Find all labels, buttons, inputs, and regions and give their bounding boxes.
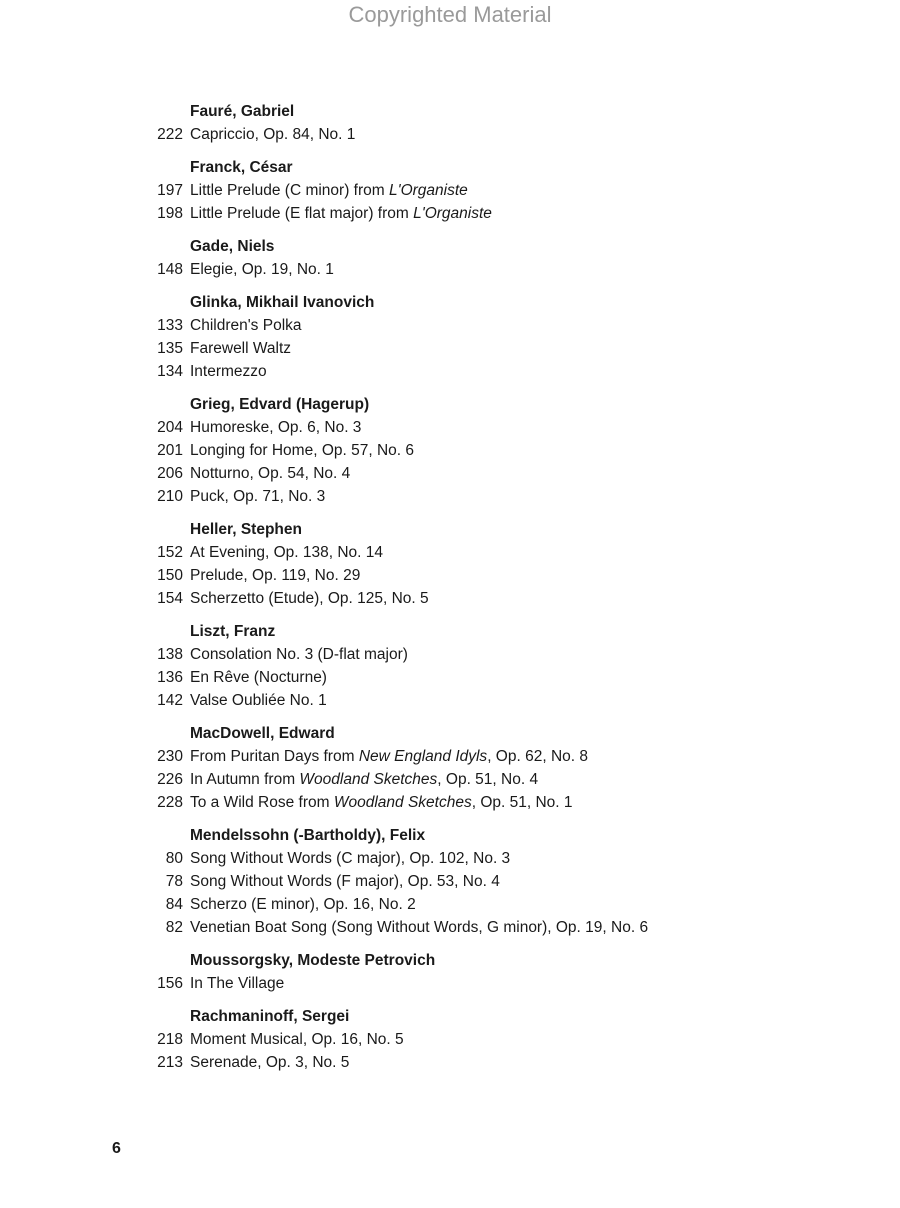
work-title-segment: Humoreske, Op. 6, No. 3 xyxy=(190,419,362,436)
work-title-segment: Farewell Waltz xyxy=(190,340,292,357)
work-page-number: 154 xyxy=(157,590,183,607)
work-page-number: 228 xyxy=(157,794,183,811)
work-title xyxy=(183,179,468,202)
work-title-segment: Longing for Home, Op. 57, No. 6 xyxy=(190,442,415,459)
work-entry xyxy=(0,893,900,916)
work-title-segment: Song Without Words (C major), Op. 102, No. 3 xyxy=(190,850,511,867)
work-page-number: 197 xyxy=(157,182,183,199)
work-title-segment: Capriccio, Op. 84, No. 1 xyxy=(190,126,356,143)
work-entry xyxy=(0,666,900,689)
work-title-segment: , Op. 62, No. 8 xyxy=(487,748,588,765)
work-title xyxy=(183,847,510,870)
work-entry xyxy=(0,439,900,462)
work-entry xyxy=(0,360,900,383)
composer-block xyxy=(0,291,900,383)
work-title-segment: Intermezzo xyxy=(190,363,267,380)
work-entry xyxy=(0,179,900,202)
work-title-segment: En Rêve (Nocturne) xyxy=(190,669,327,686)
work-title xyxy=(183,314,302,337)
work-title-segment: Little Prelude (E flat major) from xyxy=(190,205,414,222)
work-page-number: 226 xyxy=(157,771,183,788)
work-entry xyxy=(0,314,900,337)
work-title-segment: Consolation No. 3 (D-flat major) xyxy=(190,646,408,663)
work-title-segment: Moment Musical, Op. 16, No. 5 xyxy=(190,1031,404,1048)
work-entry xyxy=(0,541,900,564)
work-title xyxy=(183,972,284,995)
work-entry xyxy=(0,123,900,146)
work-entry xyxy=(0,847,900,870)
work-title xyxy=(183,485,325,508)
work-title-italic-segment: L'Organiste xyxy=(388,182,468,199)
work-title-segment: Serenade, Op. 3, No. 5 xyxy=(190,1054,350,1071)
work-title xyxy=(183,689,327,712)
work-page-number: 218 xyxy=(157,1031,183,1048)
work-page-number: 84 xyxy=(165,896,183,913)
work-title xyxy=(183,893,416,916)
work-entry xyxy=(0,564,900,587)
work-title-segment: Notturno, Op. 54, No. 4 xyxy=(190,465,351,482)
work-page-number: 201 xyxy=(157,442,183,459)
work-title xyxy=(183,768,538,791)
work-page-number: 134 xyxy=(157,363,183,380)
page-number: 6 xyxy=(112,1140,121,1157)
work-page-number: 148 xyxy=(157,261,183,278)
work-title xyxy=(183,416,361,439)
work-title-segment: Children's Polka xyxy=(190,317,302,334)
work-title xyxy=(183,123,355,146)
work-entry xyxy=(0,258,900,281)
composer-name: Franck, César xyxy=(190,159,293,176)
work-page-number: 210 xyxy=(157,488,183,505)
work-page-number: 80 xyxy=(165,850,183,867)
work-title-segment: Little Prelude (C minor) from xyxy=(190,182,389,199)
work-entry xyxy=(0,587,900,610)
work-page-number: 230 xyxy=(157,748,183,765)
work-page-number: 204 xyxy=(157,419,183,436)
work-title xyxy=(183,258,334,281)
composer-name: Fauré, Gabriel xyxy=(190,103,295,120)
work-title xyxy=(183,337,291,360)
work-title xyxy=(183,541,383,564)
work-entry xyxy=(0,870,900,893)
work-title-segment: Scherzetto (Etude), Op. 125, No. 5 xyxy=(190,590,429,607)
work-page-number: 156 xyxy=(157,975,183,992)
work-entry xyxy=(0,416,900,439)
composer-block xyxy=(0,824,900,939)
work-title-italic-segment: Woodland Sketches xyxy=(299,771,438,788)
work-title-segment: , Op. 51, No. 4 xyxy=(437,771,539,788)
work-page-number: 138 xyxy=(157,646,183,663)
composer-block xyxy=(0,235,900,281)
work-page-number: 133 xyxy=(157,317,183,334)
composer-block xyxy=(0,156,900,225)
work-title xyxy=(183,643,408,666)
work-title-segment: From Puritan Days from xyxy=(190,748,359,765)
work-page-number: 150 xyxy=(157,567,183,584)
work-page-number: 135 xyxy=(157,340,183,357)
work-title xyxy=(183,462,350,485)
composer-name: Mendelssohn (-Bartholdy), Felix xyxy=(190,827,426,844)
work-page-number: 198 xyxy=(157,205,183,222)
work-title xyxy=(183,745,588,768)
composer-name: Moussorgsky, Modeste Petrovich xyxy=(190,952,436,969)
work-title xyxy=(183,791,573,814)
work-title xyxy=(183,360,267,383)
composer-index xyxy=(0,100,900,1084)
work-title-segment: Scherzo (E minor), Op. 16, No. 2 xyxy=(190,896,416,913)
composer-block xyxy=(0,1005,900,1074)
composer-name: Gade, Niels xyxy=(190,238,275,255)
composer-block xyxy=(0,100,900,146)
work-entry xyxy=(0,643,900,666)
composer-block xyxy=(0,722,900,814)
work-title-italic-segment: L'Organiste xyxy=(413,205,492,222)
composer-block xyxy=(0,620,900,712)
work-entry xyxy=(0,1051,900,1074)
work-title xyxy=(183,587,429,610)
work-entry xyxy=(0,202,900,225)
composer-name: Liszt, Franz xyxy=(190,623,276,640)
work-title xyxy=(183,916,648,939)
work-entry xyxy=(0,972,900,995)
work-title xyxy=(183,439,414,462)
work-title-segment: Venetian Boat Song (Song Without Words, G minor), Op. 19, No. 6 xyxy=(190,919,649,936)
work-title-segment: Elegie, Op. 19, No. 1 xyxy=(190,261,334,278)
composer-block xyxy=(0,949,900,995)
composer-name: Glinka, Mikhail Ivanovich xyxy=(190,294,375,311)
work-title-italic-segment: Woodland Sketches xyxy=(333,794,472,811)
work-page-number: 82 xyxy=(165,919,183,936)
work-title-segment: In The Village xyxy=(190,975,285,992)
work-page-number: 206 xyxy=(157,465,183,482)
work-page-number: 152 xyxy=(157,544,183,561)
composer-block xyxy=(0,518,900,610)
work-title-segment: At Evening, Op. 138, No. 14 xyxy=(190,544,384,561)
copyright-watermark: Copyrighted Material xyxy=(348,2,552,27)
work-title-segment: Song Without Words (F major), Op. 53, No. 4 xyxy=(190,873,500,890)
work-title-segment: Puck, Op. 71, No. 3 xyxy=(190,488,326,505)
work-title-segment: In Autumn from xyxy=(190,771,300,788)
work-title-italic-segment: New England Idyls xyxy=(358,748,488,765)
composer-block xyxy=(0,393,900,508)
work-title xyxy=(183,666,327,689)
work-page-number: 78 xyxy=(165,873,183,890)
work-title-segment: To a Wild Rose from xyxy=(190,794,334,811)
work-page-number: 136 xyxy=(157,669,183,686)
work-title xyxy=(183,1051,349,1074)
work-entry xyxy=(0,791,900,814)
work-entry xyxy=(0,768,900,791)
work-entry xyxy=(0,462,900,485)
composer-name: MacDowell, Edward xyxy=(190,725,335,742)
work-entry xyxy=(0,689,900,712)
work-entry xyxy=(0,1028,900,1051)
work-entry xyxy=(0,916,900,939)
work-title xyxy=(183,870,500,893)
work-title-segment: Valse Oubliée No. 1 xyxy=(190,692,327,709)
work-title-segment: Prelude, Op. 119, No. 29 xyxy=(190,567,361,584)
work-entry xyxy=(0,485,900,508)
composer-name: Heller, Stephen xyxy=(190,521,302,538)
work-title-segment: , Op. 51, No. 1 xyxy=(471,794,573,811)
work-title xyxy=(183,1028,404,1051)
composer-name: Rachmaninoff, Sergei xyxy=(190,1008,350,1025)
work-title xyxy=(183,202,492,225)
work-page-number: 142 xyxy=(157,692,183,709)
work-entry xyxy=(0,337,900,360)
composer-name: Grieg, Edvard (Hagerup) xyxy=(190,396,370,413)
work-page-number: 213 xyxy=(157,1054,183,1071)
work-title xyxy=(183,564,360,587)
work-page-number: 222 xyxy=(157,126,183,143)
work-entry xyxy=(0,745,900,768)
